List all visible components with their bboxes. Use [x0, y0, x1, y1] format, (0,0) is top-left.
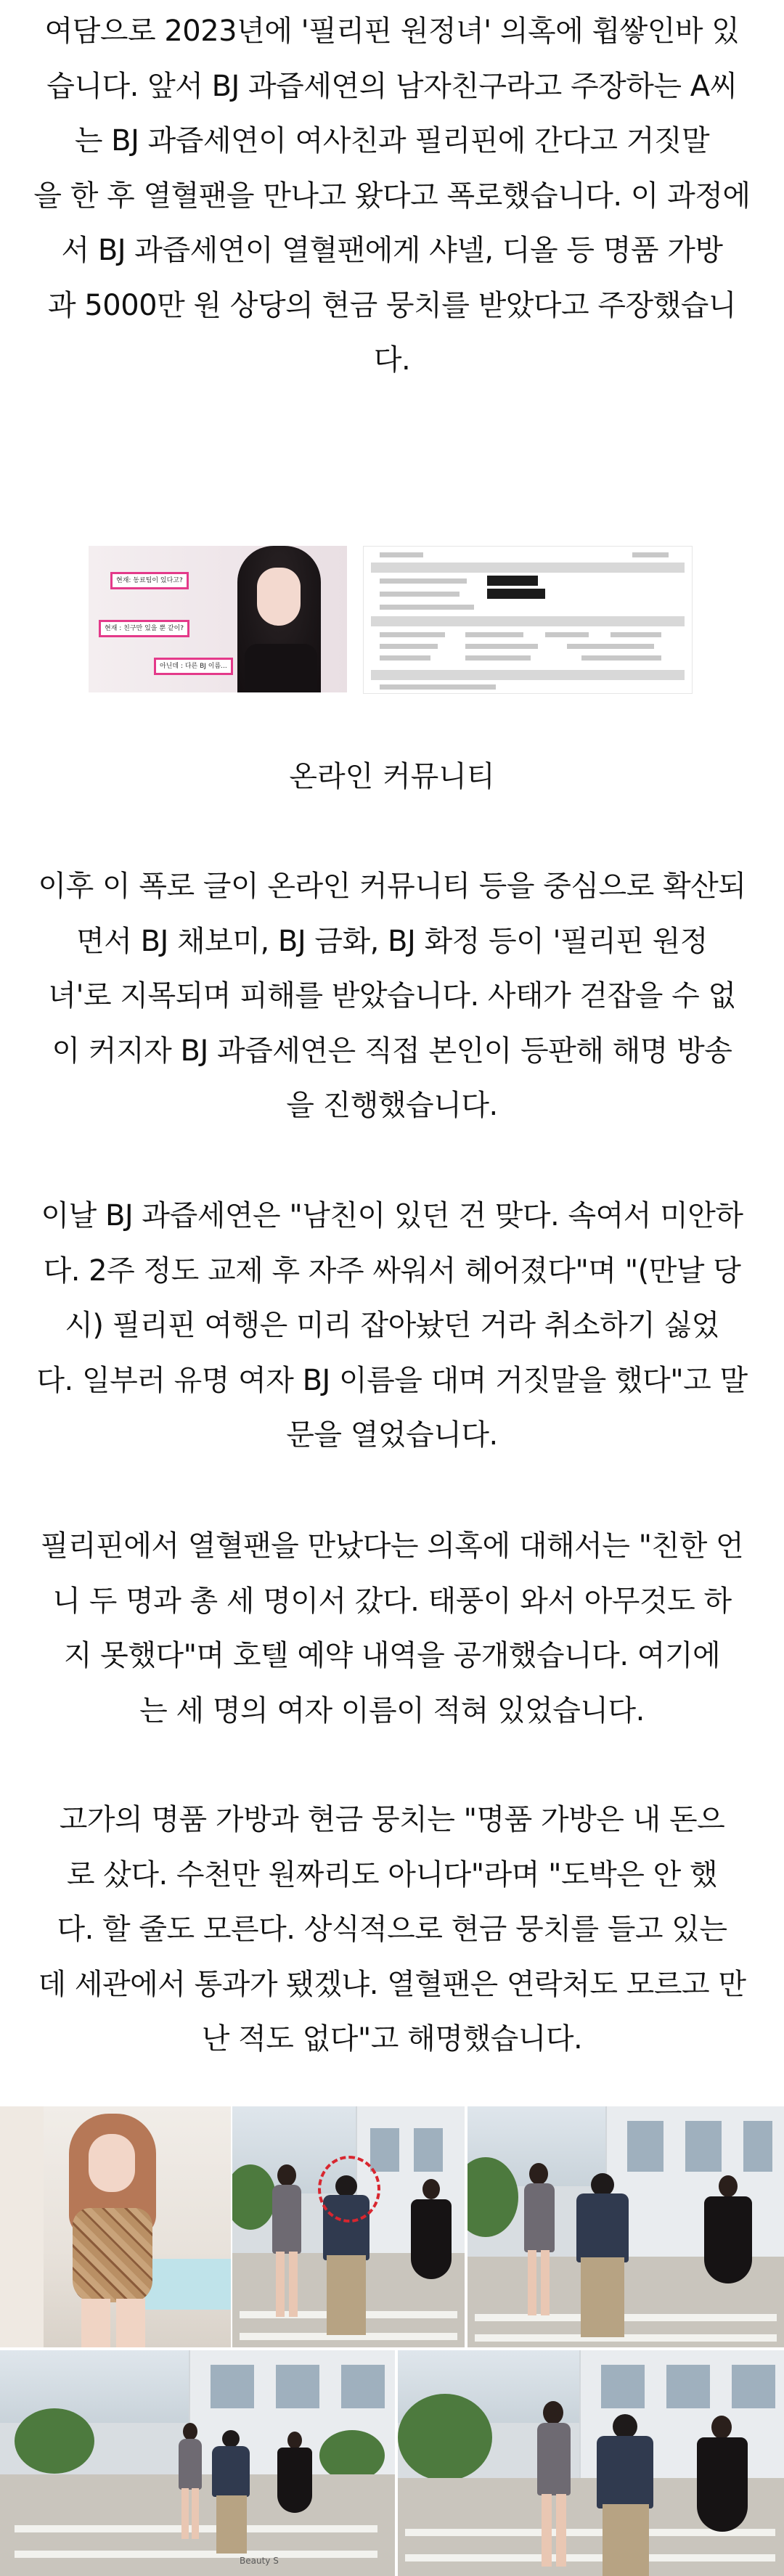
- chat-bubble: 현재: 동료팀이 있다고?: [110, 572, 189, 589]
- text-line: 다.: [373, 343, 411, 377]
- photo-street-crossing-1: [232, 2106, 465, 2347]
- community-screenshot-photo: [89, 546, 347, 692]
- pool-shape: [145, 2259, 231, 2310]
- text-line: 을 진행했습니다.: [286, 1089, 498, 1122]
- article-paragraph-2: [29, 859, 755, 1134]
- text-line: 다. 할 줄도 모른다. 상식적으로 현금 뭉치를 들고 있는: [57, 1913, 727, 1946]
- photo-street-crossing-2: [467, 2106, 784, 2347]
- text-line: 서 BJ 과즙세연이 열혈팬에게 샤넬, 디올 등 명품 가방: [61, 234, 723, 267]
- chat-bubble: 현재 : 친구만 있을 뿐 같이?: [99, 620, 189, 637]
- text-line: 녀'로 지목되며 피해를 받았습니다. 사태가 걷잡을 수 없: [48, 979, 736, 1013]
- text-line: 과 5000만 원 상당의 현금 뭉치를 받았다고 주장했습니: [47, 288, 737, 322]
- text-line: 문을 열었습니다.: [286, 1418, 498, 1452]
- text-line: 다. 일부러 유명 여자 BJ 이름을 대며 거짓말을 했다"고 말: [36, 1363, 748, 1397]
- text-line: 난 적도 없다"고 해명했습니다.: [201, 2022, 583, 2056]
- text-line: 다. 2주 정도 교제 후 자주 싸워서 헤어졌다"며 "(만날 당: [43, 1254, 741, 1288]
- redacted-text: [487, 589, 545, 599]
- text-line: 고가의 명품 가방과 현금 뭉치는 "명품 가방은 내 돈으: [59, 1803, 725, 1836]
- face-shape: [89, 2134, 135, 2192]
- text-line: 는 세 명의 여자 이름이 적혀 있었습니다.: [139, 1693, 645, 1727]
- text-line: 이 커지자 BJ 과즙세연은 직접 본인이 등판해 해명 방송: [52, 1034, 732, 1068]
- swimsuit-shape: [73, 2208, 152, 2302]
- chat-bubble: 아닌데 : 다른 BJ 이름...: [154, 658, 233, 675]
- text-line: 필리핀에서 열혈팬을 만났다는 의혹에 대해서는 "친한 언: [40, 1529, 744, 1563]
- face-shape: [257, 568, 301, 626]
- article-paragraph-5: [29, 1793, 755, 2067]
- garment-shape: [245, 644, 317, 692]
- redacted-text: [487, 576, 538, 586]
- text-line: 시) 필리핀 여행은 미리 잡아놨던 거라 취소하기 싫었: [65, 1309, 719, 1342]
- photo-street-crossing-4: [398, 2350, 784, 2576]
- highlight-circle: [318, 2156, 380, 2223]
- text-line: 지 못했다"며 호텔 예약 내역을 공개했습니다. 여기에: [63, 1639, 721, 1672]
- article-paragraph-3: [29, 1189, 755, 1463]
- text-line: 는 BJ 과즙세연이 여사친과 필리핀에 간다고 거짓말: [74, 124, 710, 158]
- text-line: 습니다. 앞서 BJ 과즙세연의 남자친구라고 주장하는 A씨: [46, 69, 738, 103]
- text-line: 면서 BJ 채보미, BJ 금화, BJ 화정 등이 '필리핀 원정: [76, 924, 708, 958]
- text-line: 이후 이 폭로 글이 온라인 커뮤니티 등을 중심으로 확산되: [38, 870, 746, 903]
- photo-swimsuit-portrait: [0, 2106, 231, 2347]
- watermark: Beauty S: [240, 2556, 279, 2566]
- article-paragraph-1: [29, 4, 755, 388]
- text-line: 데 세관에서 통과가 됐겠냐. 열혈팬은 연락처도 모르고 만: [38, 1967, 746, 2001]
- plant-shape: [398, 2394, 492, 2481]
- text-line: 로 샀다. 수천만 원짜리도 아니다"라며 "도박은 안 했: [66, 1857, 718, 1892]
- image-caption: 온라인 커뮤니티: [289, 760, 495, 793]
- photo-street-crossing-3: [0, 2350, 395, 2576]
- text-line: 을 한 후 열혈팬을 만나고 왔다고 폭로했습니다. 이 과정에: [33, 179, 751, 213]
- text-line: 이날 BJ 과즙세연은 "남친이 있던 건 맞다. 속여서 미안하: [41, 1199, 743, 1232]
- article-paragraph-4: [29, 1519, 755, 1738]
- plant-shape: [15, 2408, 94, 2474]
- plant-shape: [319, 2430, 385, 2481]
- text-line: 니 두 명과 총 세 명이서 갔다. 태풍이 와서 아무것도 하: [52, 1584, 732, 1618]
- text-line: 여담으로 2023년에 '필리핀 원정녀' 의혹에 휩쌓인바 있: [44, 15, 740, 48]
- hotel-booking-document: [363, 546, 693, 694]
